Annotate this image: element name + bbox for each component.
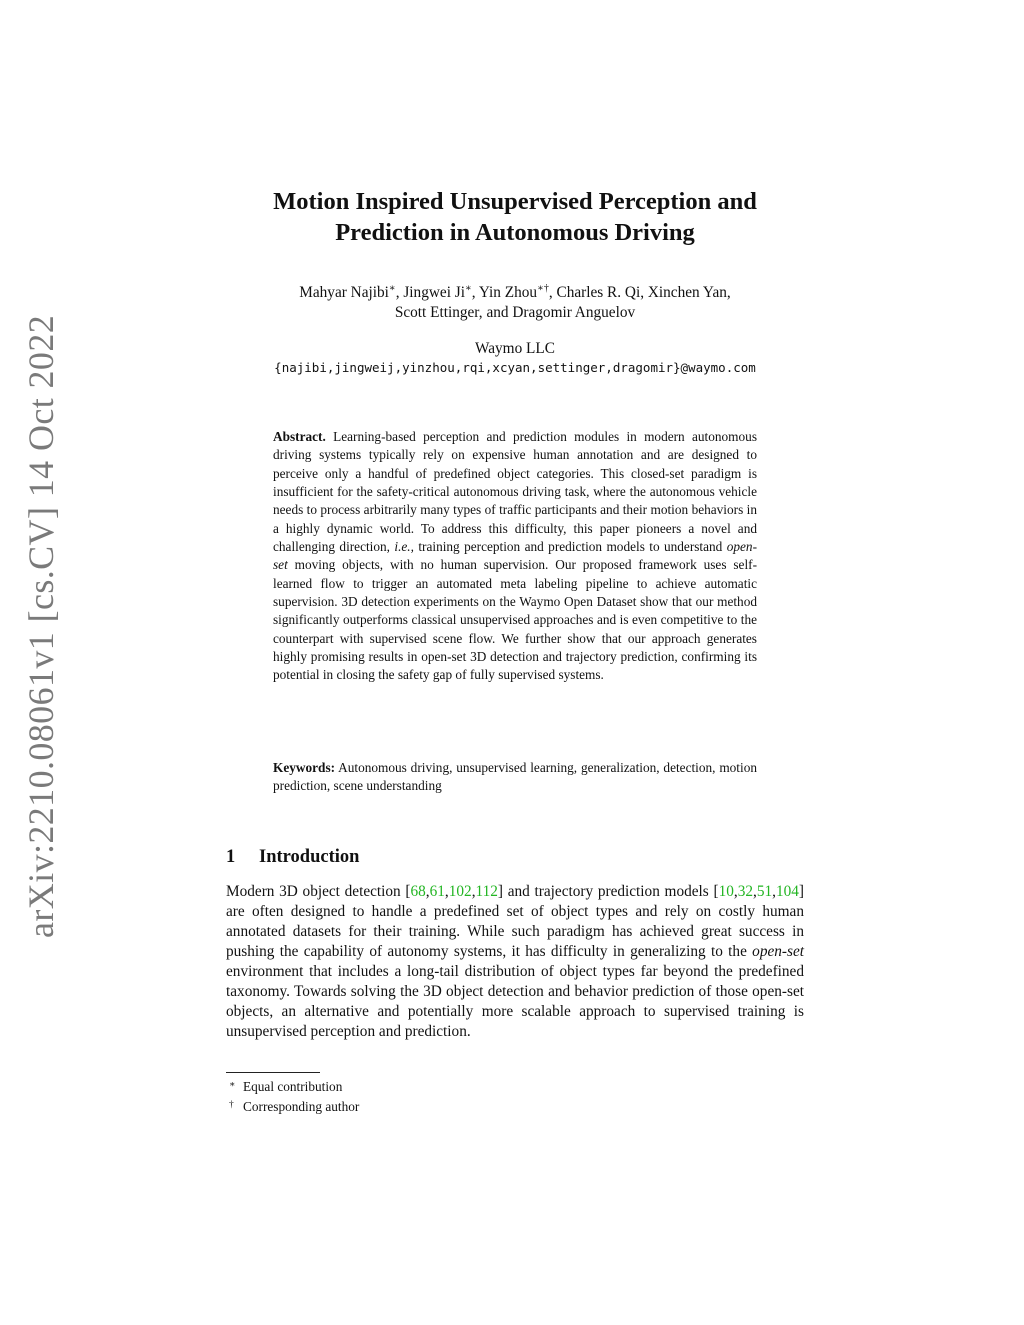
affiliation: Waymo LLC: [475, 340, 555, 357]
keywords: [273, 759, 757, 796]
author-name: , Yin Zhou: [471, 284, 538, 301]
arxiv-identifier-stamp: [0, 0, 61, 938]
keywords-text: Autonomous driving, unsupervised learning, generalization, detection, motion prediction, scene understanding: [273, 760, 757, 794]
citation-link[interactable]: 102: [448, 883, 472, 900]
equal-contribution-mark: ∗: [464, 282, 472, 294]
abstract-label: Abstract.: [273, 429, 326, 444]
footnote-mark: ∗: [229, 1080, 236, 1090]
paper-title: [226, 186, 804, 248]
footnotes: [226, 1076, 359, 1116]
abstract-text: moving objects, with no human supervision. Our proposed framework uses self-learned flow to trigger an automated meta labeling pipeline to achieve automatic supervision. 3D detection experiments on the Waymo Open Dataset show that our method significantly outperforms classical unsupervised approaches and is even competitive to the counterpart with supervised scene flow. We further show that our approach generates highly promising results in open-set 3D detection and trajectory prediction, confirming its potential in closing the safety gap of fully supervised systems.: [273, 557, 757, 683]
citation-separator: ,: [471, 883, 476, 900]
author-name: , Jingwei Ji: [395, 284, 465, 301]
footnote-divider: [226, 1072, 320, 1073]
abstract-text: Learning-based perception and prediction modules in modern autonomous driving systems typically rely on expensive human annotation and are designed to perceive only a handful of predefined object categories. This closed-set paradigm is insufficient for the safety-critical autonomous driving task, where the autonomous vehicle needs to process arbitrarily many types of traffic participants and their motion behaviors in a highly dynamic world. To address this difficulty, this paper pioneers a novel and challenging direction,: [273, 429, 757, 555]
footnote-mark: †: [229, 1100, 234, 1110]
intro-text: environment that includes a long-tail distribution of object types far beyond the predefined taxonomy. Towards solving the 3D object detection and behavior prediction of those open-set objects, an alternative and potentially more scalable approach to supervised training is unsupervised perception and prediction.: [226, 963, 804, 1041]
intro-text: ] and trajectory prediction models [: [497, 883, 719, 900]
citation-link[interactable]: 32: [737, 883, 753, 900]
abstract-ie: i.e.,: [394, 539, 414, 555]
author-line-1: [226, 283, 804, 303]
author-names: , Charles R. Qi, Xinchen Yan,: [548, 284, 731, 301]
intro-text: ] are often designed to handle a predefined set of object types and rely on costly human annotated datasets for their training. While such paradigm has achieved great success in pushing the capability of autonomy systems, it has difficulty in generalizing to the: [226, 883, 804, 961]
title-line-1: Motion Inspired Unsupervised Perception and: [273, 188, 757, 215]
citation-separator: ,: [425, 883, 430, 900]
title-line-2: Prediction in Autonomous Driving: [335, 219, 695, 246]
intro-text: Modern 3D object detection [: [226, 883, 411, 900]
citation-separator: ,: [444, 883, 449, 900]
abstract-text: training perception and prediction models to understand: [413, 539, 727, 555]
arxiv-id-text: arXiv:2210.08061v1 [cs.CV] 14 Oct 2022: [21, 314, 61, 938]
citation-separator: ,: [733, 883, 738, 900]
keywords-label: Keywords:: [273, 760, 336, 775]
author-emails: {najibi,jingweij,yinzhou,rqi,xcyan,settinger,dragomir}@waymo.com: [274, 360, 756, 375]
footnote-text: Equal contribution: [243, 1079, 343, 1094]
author-name: Mahyar Najibi: [299, 284, 389, 301]
footnote-corresponding-author: [226, 1096, 359, 1116]
section-title: Introduction: [259, 847, 360, 867]
citation-separator: ,: [772, 883, 776, 900]
citation-link[interactable]: 10: [718, 883, 734, 900]
section-heading-introduction: [226, 845, 359, 869]
intro-open-set: open-set: [752, 943, 804, 961]
footnote-text: Corresponding author: [243, 1099, 360, 1114]
equal-contribution-mark: ∗: [388, 282, 396, 294]
abstract-open-set: open-set: [273, 539, 757, 573]
citation-link[interactable]: 112: [475, 883, 498, 900]
citation-link[interactable]: 61: [429, 883, 445, 900]
section-number: 1: [226, 847, 236, 867]
citation-separator: ,: [752, 883, 757, 900]
footnote-equal-contribution: [226, 1076, 359, 1096]
citation-link[interactable]: 104: [775, 883, 799, 900]
author-line-2: Scott Ettinger, and Dragomir Anguelov: [394, 304, 636, 321]
corresponding-author-mark: ∗†: [537, 282, 549, 294]
author-list: [226, 283, 804, 323]
abstract: [273, 428, 757, 685]
citation-link[interactable]: 51: [756, 883, 773, 900]
citation-link[interactable]: 68: [410, 883, 426, 900]
introduction-paragraph: [226, 882, 804, 1042]
